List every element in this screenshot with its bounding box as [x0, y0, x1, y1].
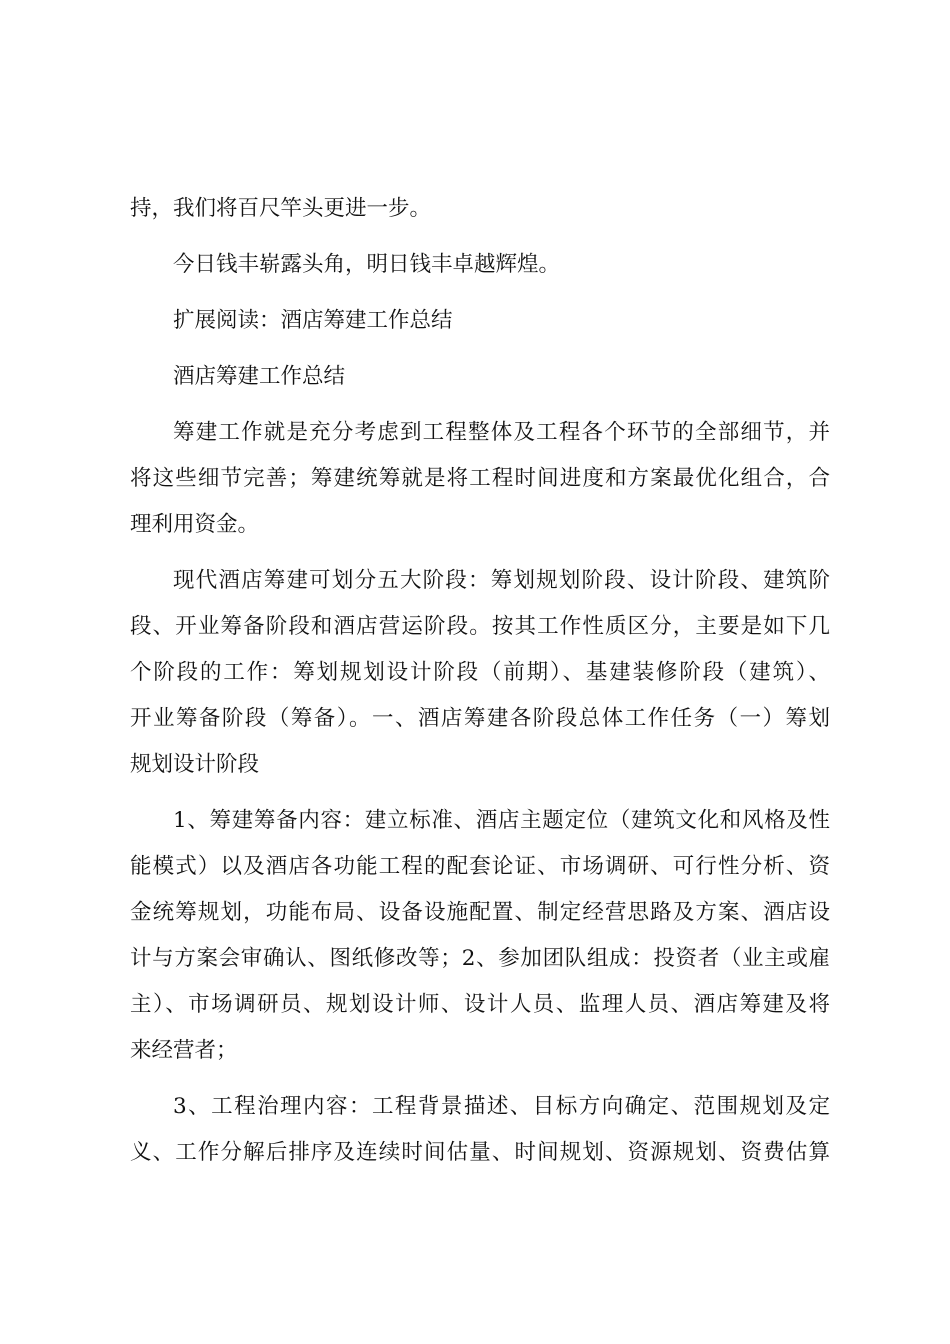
paragraph-line: 现代酒店筹建可划分五大阶段：筹划规划阶段、设计阶段、建筑阶: [173, 568, 830, 593]
paragraph-line: 1、筹建筹备内容：建立标准、酒店主题定位（建筑文化和风格及性: [173, 808, 830, 833]
paragraph-line: 理利用资金。: [130, 512, 260, 537]
paragraph-line: 个阶段的工作：筹划规划设计阶段（前期）、基建装修阶段（建筑）、: [130, 660, 830, 685]
paragraph-line: 段、开业筹备阶段和酒店营运阶段。按其工作性质区分，主要是如下几: [130, 614, 830, 639]
extended-reading-heading: 扩展阅读：酒店筹建工作总结: [173, 308, 453, 333]
paragraph-line: 筹建工作就是充分考虑到工程整体及工程各个环节的全部细节，并: [173, 420, 830, 445]
paragraph-line: 义、工作分解后排序及连续时间估量、时间规划、资源规划、资费估算: [130, 1140, 830, 1165]
section-title: 酒店筹建工作总结: [173, 364, 346, 389]
paragraph-line: 3、工程治理内容：工程背景描述、目标方向确定、范围规划及定: [173, 1094, 830, 1119]
paragraph-line: 开业筹备阶段（筹备）。一、酒店筹建各阶段总体工作任务（一）筹划: [130, 706, 830, 731]
paragraph-line: 主）、市场调研员、规划设计师、设计人员、监理人员、酒店筹建及将: [130, 992, 830, 1017]
paragraph-line: 持，我们将百尺竿头更进一步。: [130, 196, 432, 221]
paragraph-line: 金统筹规划，功能布局、设备设施配置、制定经营思路及方案、酒店设: [130, 900, 830, 925]
paragraph-line: 计与方案会审确认、图纸修改等；2、参加团队组成：投资者（业主或雇: [130, 946, 830, 971]
paragraph-line: 今日钱丰崭露头角，明日钱丰卓越辉煌。: [173, 252, 561, 277]
paragraph-line: 将这些细节完善；筹建统筹就是将工程时间进度和方案最优化组合，合: [130, 466, 830, 491]
paragraph-line: 规划设计阶段: [130, 752, 260, 777]
document-body: [130, 186, 830, 1176]
paragraph-line: 能模式）以及酒店各功能工程的配套论证、市场调研、可行性分析、资: [130, 854, 830, 879]
paragraph-line: 来经营者；: [130, 1038, 238, 1063]
